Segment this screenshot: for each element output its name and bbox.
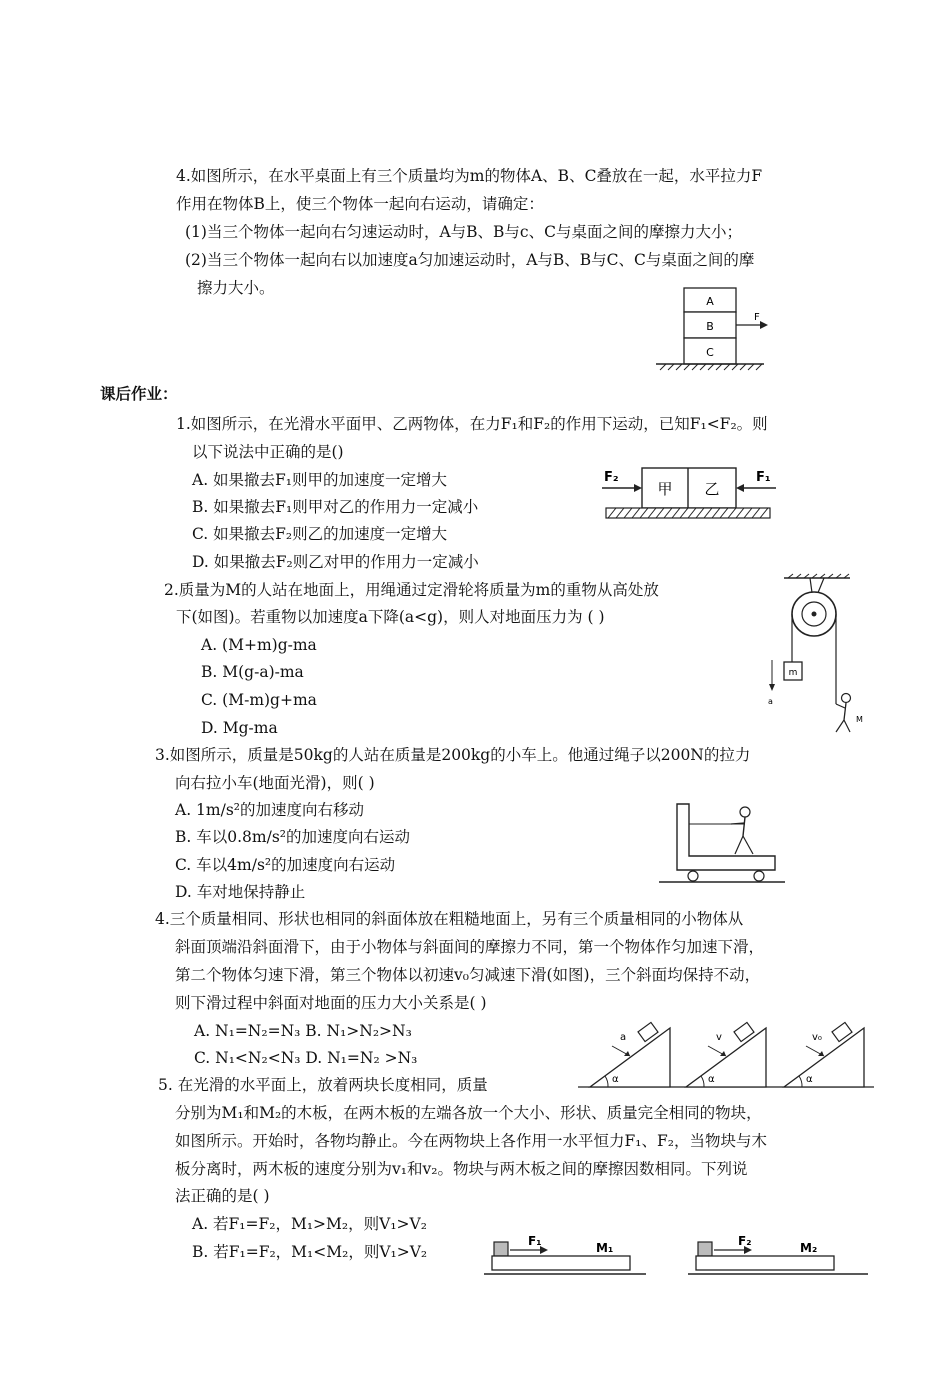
q4-line1: 4.如图所示，在水平桌面上有三个质量均为m的物体A、B、C叠放在一起，水平拉力F bbox=[176, 167, 763, 185]
h4-line3: 第二个物体匀速下滑，第三个物体以初速v₀匀减速下滑(如图)，三个斜面均保持不动， bbox=[175, 966, 761, 984]
angle-alpha-2: α bbox=[708, 1074, 715, 1085]
h5-line2: 分别为M₁和M₂的木板，在两木板的左端各放一个大小、形状、质量完全相同的物块， bbox=[175, 1104, 762, 1122]
h1-option-d: D. 如果撤去F₂则乙对甲的作用力一定减小 bbox=[192, 553, 479, 571]
label-v: v bbox=[716, 1032, 722, 1043]
h1-option-a: A. 如果撤去F₁则甲的加速度一定增大 bbox=[192, 471, 448, 489]
h1-option-c: C. 如果撤去F₂则乙的加速度一定增大 bbox=[192, 525, 448, 543]
h2-option-b: B. M(g-a)-ma bbox=[201, 663, 304, 681]
h2-line1: 2.质量为M的人站在地面上，用绳通过定滑轮将质量为m的重物从高处放 bbox=[164, 581, 659, 599]
h5-line4: 板分离时，两木板的速度分别为v₁和v₂。物块与两木板之间的摩擦因数相同。下列说 bbox=[175, 1160, 748, 1178]
h4-line2: 斜面顶端沿斜面滑下，由于小物体与斜面间的摩擦力不同，第一个物体作匀加速下滑， bbox=[175, 938, 765, 956]
h3-line1: 3.如图所示，质量是50kg的人站在质量是200kg的小车上。他通过绳子以200N的拉力 bbox=[155, 746, 751, 764]
h3-option-b: B. 车以0.8m/s²的加速度向右运动 bbox=[175, 828, 410, 846]
h2-option-a: A. (M+m)g-ma bbox=[201, 636, 317, 654]
h5-line1: 5. 在光滑的水平面上，放着两块长度相同，质量 bbox=[158, 1076, 488, 1094]
q4-line3: (1)当三个物体一起向右匀速运动时，A与B、B与c、C与桌面之间的摩擦力大小； bbox=[185, 223, 742, 241]
board-m1-label: M₁ bbox=[596, 1241, 614, 1255]
block-jia-label: 甲 bbox=[657, 480, 673, 498]
block-a-label: A bbox=[706, 295, 714, 308]
h5-line5: 法正确的是( ) bbox=[175, 1187, 270, 1205]
h1-line2: 以下说法中正确的是() bbox=[192, 443, 344, 461]
force-f2-label: F₂ bbox=[738, 1234, 752, 1248]
label-v0: v₀ bbox=[812, 1032, 822, 1043]
h4-options-cd: C. N₁<N₂<N₃ D. N₁=N₂ >N₃ bbox=[194, 1049, 418, 1067]
label-a: a bbox=[620, 1032, 627, 1043]
angle-alpha-1: α bbox=[612, 1074, 619, 1085]
force-f1-label: F₁ bbox=[756, 470, 771, 485]
q4-line5: 擦力大小。 bbox=[197, 279, 275, 297]
h3-option-d: D. 车对地保持静止 bbox=[175, 883, 306, 901]
h2-option-d: D. Mg-ma bbox=[201, 719, 278, 737]
h5-option-a: A. 若F₁=F₂，M₁>M₂，则V₁>V₂ bbox=[192, 1215, 427, 1233]
h1-option-b: B. 如果撤去F₁则甲对乙的作用力一定减小 bbox=[192, 498, 479, 516]
q4-line4: (2)当三个物体一起向右以加速度a匀加速运动时，A与B、B与C、C与桌面之间的摩 bbox=[185, 251, 755, 269]
cart-figure bbox=[655, 796, 795, 888]
h2-option-c: C. (M-m)g+ma bbox=[201, 691, 317, 709]
mass-m-label: m bbox=[788, 668, 798, 678]
h4-options-ab: A. N₁=N₂=N₃ B. N₁>N₂>N₃ bbox=[194, 1022, 412, 1040]
angle-alpha-3: α bbox=[806, 1074, 813, 1085]
block-yi-label: 乙 bbox=[704, 480, 720, 498]
h4-line4: 则下滑过程中斜面对地面的压力大小关系是( ) bbox=[175, 994, 487, 1012]
two-blocks-figure bbox=[598, 464, 778, 526]
h3-option-a: A. 1m/s²的加速度向右移动 bbox=[175, 801, 364, 819]
stacked-blocks-figure bbox=[652, 286, 782, 376]
pulley-figure bbox=[758, 574, 868, 734]
force-f1-label: F₁ bbox=[528, 1234, 542, 1248]
block-b-label: B bbox=[706, 320, 714, 333]
board-m2-label: M₂ bbox=[800, 1241, 818, 1255]
force-f-label: F bbox=[754, 312, 760, 323]
inclines-figure bbox=[578, 1016, 878, 1092]
section-title: 课后作业： bbox=[100, 385, 178, 403]
h3-option-c: C. 车以4m/s²的加速度向右运动 bbox=[175, 856, 396, 874]
accel-a-label: a bbox=[768, 697, 773, 706]
person-m-label: M bbox=[856, 715, 863, 724]
block-c-label: C bbox=[706, 346, 714, 359]
h2-line2: 下(如图)。若重物以加速度a下降(a<g)，则人对地面压力为 ( ) bbox=[176, 608, 605, 626]
h5-line3: 如图所示。开始时，各物均静止。今在两物块上各作用一水平恒力F₁、F₂，当物块与木 bbox=[175, 1132, 767, 1150]
h5-option-b: B. 若F₁=F₂，M₁<M₂，则V₁>V₂ bbox=[192, 1243, 428, 1261]
q4-line2: 作用在物体B上，使三个物体一起向右运动，请确定： bbox=[176, 195, 544, 213]
force-f2-label: F₂ bbox=[604, 470, 619, 485]
boards-figure bbox=[484, 1230, 874, 1286]
h1-line1: 1.如图所示，在光滑水平面甲、乙两物体，在力F₁和F₂的作用下运动，已知F₁<F₂。则 bbox=[176, 415, 768, 433]
h3-line2: 向右拉小车(地面光滑)，则( ) bbox=[175, 774, 375, 792]
h4-line1: 4.三个质量相同、形状也相同的斜面体放在粗糙地面上，另有三个质量相同的小物体从 bbox=[155, 910, 744, 928]
